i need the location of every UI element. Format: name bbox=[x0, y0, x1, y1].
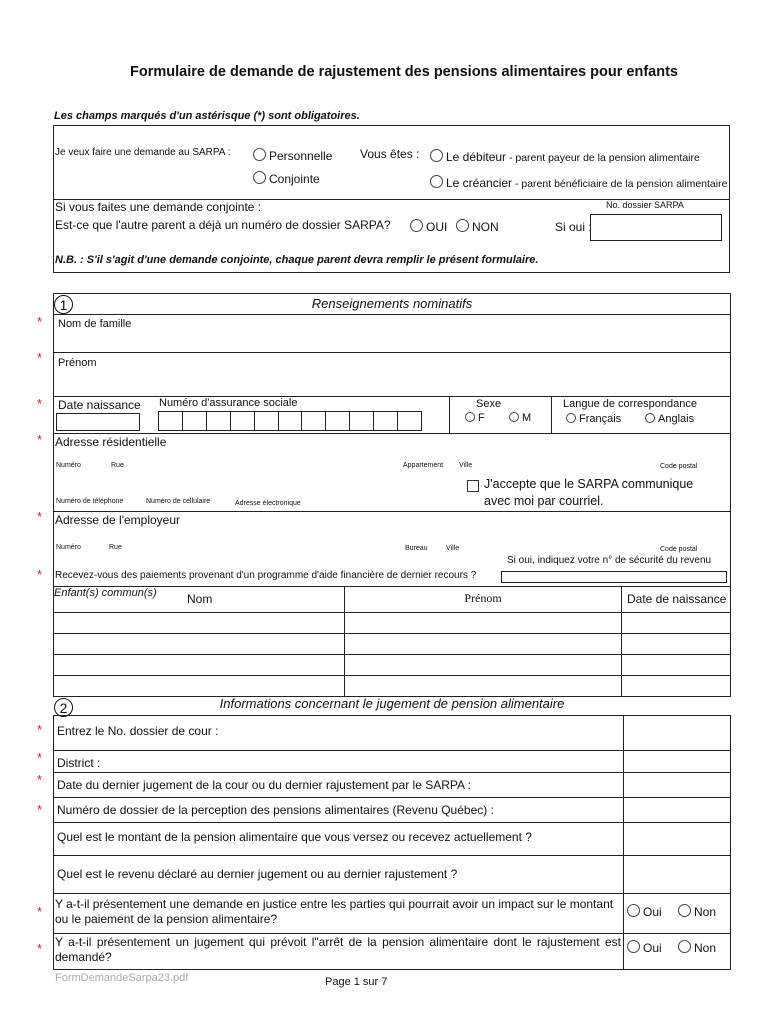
mandatory-note: Les champs marqués d'un astérisque (*) sont obligatoires. bbox=[54, 110, 360, 122]
debiteur-desc: - parent payeur de la pension alimentaire bbox=[506, 152, 700, 164]
accept-email-label bbox=[484, 476, 693, 510]
f-label: F bbox=[478, 412, 485, 424]
required-asterisk: * bbox=[37, 722, 43, 737]
page-number: Page 1 sur 7 bbox=[325, 976, 388, 988]
q-district: District : bbox=[57, 756, 101, 770]
accept-email-line2: avec moi par courriel. bbox=[484, 494, 604, 508]
q-montant: Quel est le montant de la pension alimentaire que vous versez ou recevez actuellement ? bbox=[57, 830, 532, 844]
required-asterisk: * bbox=[37, 567, 43, 582]
option-conjointe[interactable] bbox=[253, 171, 320, 186]
radio-creancier[interactable] bbox=[430, 175, 443, 188]
required-asterisk: * bbox=[37, 904, 43, 919]
francais-label: Français bbox=[579, 413, 622, 425]
option-m[interactable] bbox=[509, 412, 531, 424]
anglais-label: Anglais bbox=[658, 413, 695, 425]
ville-label: Ville bbox=[446, 545, 460, 552]
option-anglais[interactable] bbox=[645, 413, 694, 425]
numero-label: Numéro bbox=[56, 544, 81, 551]
telephone-label: Numéro de téléphone bbox=[56, 498, 124, 505]
radio-m[interactable] bbox=[509, 412, 519, 422]
q-dernier-jugement: Date du dernier jugement de la cour ou du dernier rajustement par le SARPA : bbox=[57, 778, 472, 792]
footer-filename: FormDemandeSarpa23.pdf bbox=[55, 972, 189, 984]
radio-debiteur[interactable] bbox=[430, 149, 443, 162]
radio-francais[interactable] bbox=[566, 413, 576, 423]
required-asterisk: * bbox=[37, 509, 43, 524]
si-oui-label: Si oui : bbox=[555, 220, 592, 234]
option-non[interactable] bbox=[456, 219, 499, 234]
adresse-residentielle-label: Adresse résidentielle bbox=[55, 435, 167, 449]
numero-label: Numéro bbox=[56, 462, 81, 469]
required-asterisk: * bbox=[37, 314, 43, 329]
nom-famille-input[interactable] bbox=[54, 330, 730, 350]
conjointe-question-2: Est-ce que l'autre parent a déjà un numéro de dossier SARPA? bbox=[55, 218, 391, 232]
oui-label: OUI bbox=[426, 220, 448, 234]
prenom-label: Prénom bbox=[58, 357, 97, 369]
debiteur-label: Le débiteur bbox=[446, 150, 507, 164]
required-asterisk: * bbox=[37, 350, 43, 365]
conjointe-label: Conjointe bbox=[269, 172, 320, 186]
q8-oui-label: Oui bbox=[643, 941, 662, 955]
col-prenom: Prénom bbox=[464, 591, 502, 605]
radio-q7-non[interactable] bbox=[678, 904, 691, 917]
radio-anglais[interactable] bbox=[645, 413, 655, 423]
courriel-label: Adresse électronique bbox=[235, 500, 301, 507]
securite-revenu-label: Si oui, indiquez votre n° de sécurité du revenu bbox=[507, 555, 712, 566]
option-francais[interactable] bbox=[566, 413, 621, 425]
code-postal-label: Code postal bbox=[660, 463, 698, 470]
required-asterisk: * bbox=[37, 802, 43, 817]
cellulaire-label: Numéro de cellulaire bbox=[146, 498, 211, 505]
accept-email-line1: J'accepte que le SARPA communique bbox=[484, 477, 694, 491]
appartement-label: Appartement bbox=[403, 462, 444, 469]
rue-label: Rue bbox=[111, 462, 124, 469]
q7-oui-label: Oui bbox=[643, 905, 662, 919]
q8-option-non[interactable] bbox=[678, 940, 716, 955]
q7-option-oui[interactable] bbox=[627, 904, 662, 919]
section2-title: Informations concernant le jugement de pension alimentaire bbox=[219, 696, 565, 711]
form-title: Formulaire de demande de rajustement des pensions alimentaires pour enfants bbox=[130, 64, 678, 80]
prenom-input[interactable] bbox=[54, 372, 730, 394]
required-asterisk: * bbox=[37, 432, 43, 447]
section2-number: 2 bbox=[54, 698, 73, 717]
enfants-label: Enfant(s) commun(s) bbox=[54, 587, 157, 599]
q8-option-oui[interactable] bbox=[627, 940, 662, 955]
conjointe-question-1: Si vous faites une demande conjointe : bbox=[55, 200, 262, 214]
required-asterisk: * bbox=[37, 396, 43, 411]
code-postal-label: Code postal bbox=[660, 546, 698, 553]
q-perception: Numéro de dossier de la perception des pensions alimentaires (Revenu Québec) : bbox=[57, 803, 494, 817]
nas-label: Numéro d'assurance sociale bbox=[159, 397, 298, 409]
ville-label: Ville bbox=[459, 462, 473, 469]
sarpa-number-input[interactable] bbox=[590, 214, 722, 241]
col-date: Date de naissance bbox=[627, 592, 727, 606]
date-naissance-input[interactable] bbox=[56, 413, 140, 431]
sexe-label: Sexe bbox=[476, 398, 502, 410]
radio-oui[interactable] bbox=[410, 219, 423, 232]
option-personnelle[interactable] bbox=[253, 148, 332, 163]
vous-etes-label: Vous êtes : bbox=[360, 147, 420, 161]
section1-title: Renseignements nominatifs bbox=[311, 296, 473, 311]
no-dossier-label: No. dossier SARPA bbox=[606, 200, 684, 210]
creancier-label: Le créancier bbox=[446, 176, 513, 190]
rue-label: Rue bbox=[109, 544, 122, 551]
date-naissance-label: Date naissance bbox=[58, 398, 141, 412]
option-oui[interactable] bbox=[410, 219, 447, 234]
nb-note: N.B. : S'il s'agit d'une demande conjointe, chaque parent devra remplir le présent formulaire. bbox=[55, 254, 539, 266]
m-label: M bbox=[522, 412, 532, 424]
section1-number: 1 bbox=[54, 295, 73, 314]
q-arret-pension: Y a-t-il présentement un jugement qui prévoit l"arrêt de la pension alimentaire dont le rajustement est demandé? bbox=[55, 935, 621, 964]
col-nom: Nom bbox=[187, 592, 213, 606]
required-asterisk: * bbox=[37, 750, 43, 765]
nom-famille-label: Nom de famille bbox=[58, 318, 132, 330]
option-creancier[interactable] bbox=[430, 175, 727, 190]
securite-revenu-input[interactable] bbox=[501, 571, 727, 583]
radio-non[interactable] bbox=[456, 219, 469, 232]
aide-question: Recevez-vous des paiements provenant d'un programme d'aide financière de dernier recours ? bbox=[55, 570, 477, 581]
q-demande-justice: Y a-t-il présentement une demande en justice entre les parties qui pourrait avoir un impact sur le montant ou le paiement de la pension alimentaire? bbox=[55, 897, 614, 926]
q7-option-non[interactable] bbox=[678, 904, 716, 919]
radio-q8-oui[interactable] bbox=[627, 940, 640, 953]
radio-f[interactable] bbox=[465, 412, 475, 422]
adresse-employeur-label: Adresse de l'employeur bbox=[55, 513, 181, 527]
accept-email-checkbox[interactable] bbox=[467, 480, 479, 492]
q8-non-label: Non bbox=[694, 941, 717, 955]
option-debiteur[interactable] bbox=[430, 149, 700, 164]
creancier-desc: - parent bénéficiaire de la pension alimentaire bbox=[512, 178, 728, 190]
q-revenu: Quel est le revenu déclaré au dernier jugement ou au dernier rajustement ? bbox=[57, 867, 458, 881]
personnelle-label: Personnelle bbox=[269, 149, 333, 163]
required-asterisk: * bbox=[37, 772, 43, 787]
option-f[interactable] bbox=[465, 412, 485, 424]
q-dossier-cour: Entrez le No. dossier de cour : bbox=[57, 724, 219, 738]
radio-q7-oui[interactable] bbox=[627, 904, 640, 917]
demand-label: Je veux faire une demande au SARPA : bbox=[55, 147, 231, 158]
non-label: NON bbox=[472, 220, 499, 234]
q7-non-label: Non bbox=[694, 905, 717, 919]
langue-label: Langue de correspondance bbox=[563, 398, 697, 410]
required-asterisk: * bbox=[37, 941, 43, 956]
radio-q8-non[interactable] bbox=[678, 940, 691, 953]
nas-input[interactable] bbox=[158, 411, 422, 431]
radio-personnelle[interactable] bbox=[253, 148, 266, 161]
bureau-label: Bureau bbox=[405, 545, 428, 552]
radio-conjointe[interactable] bbox=[253, 171, 266, 184]
